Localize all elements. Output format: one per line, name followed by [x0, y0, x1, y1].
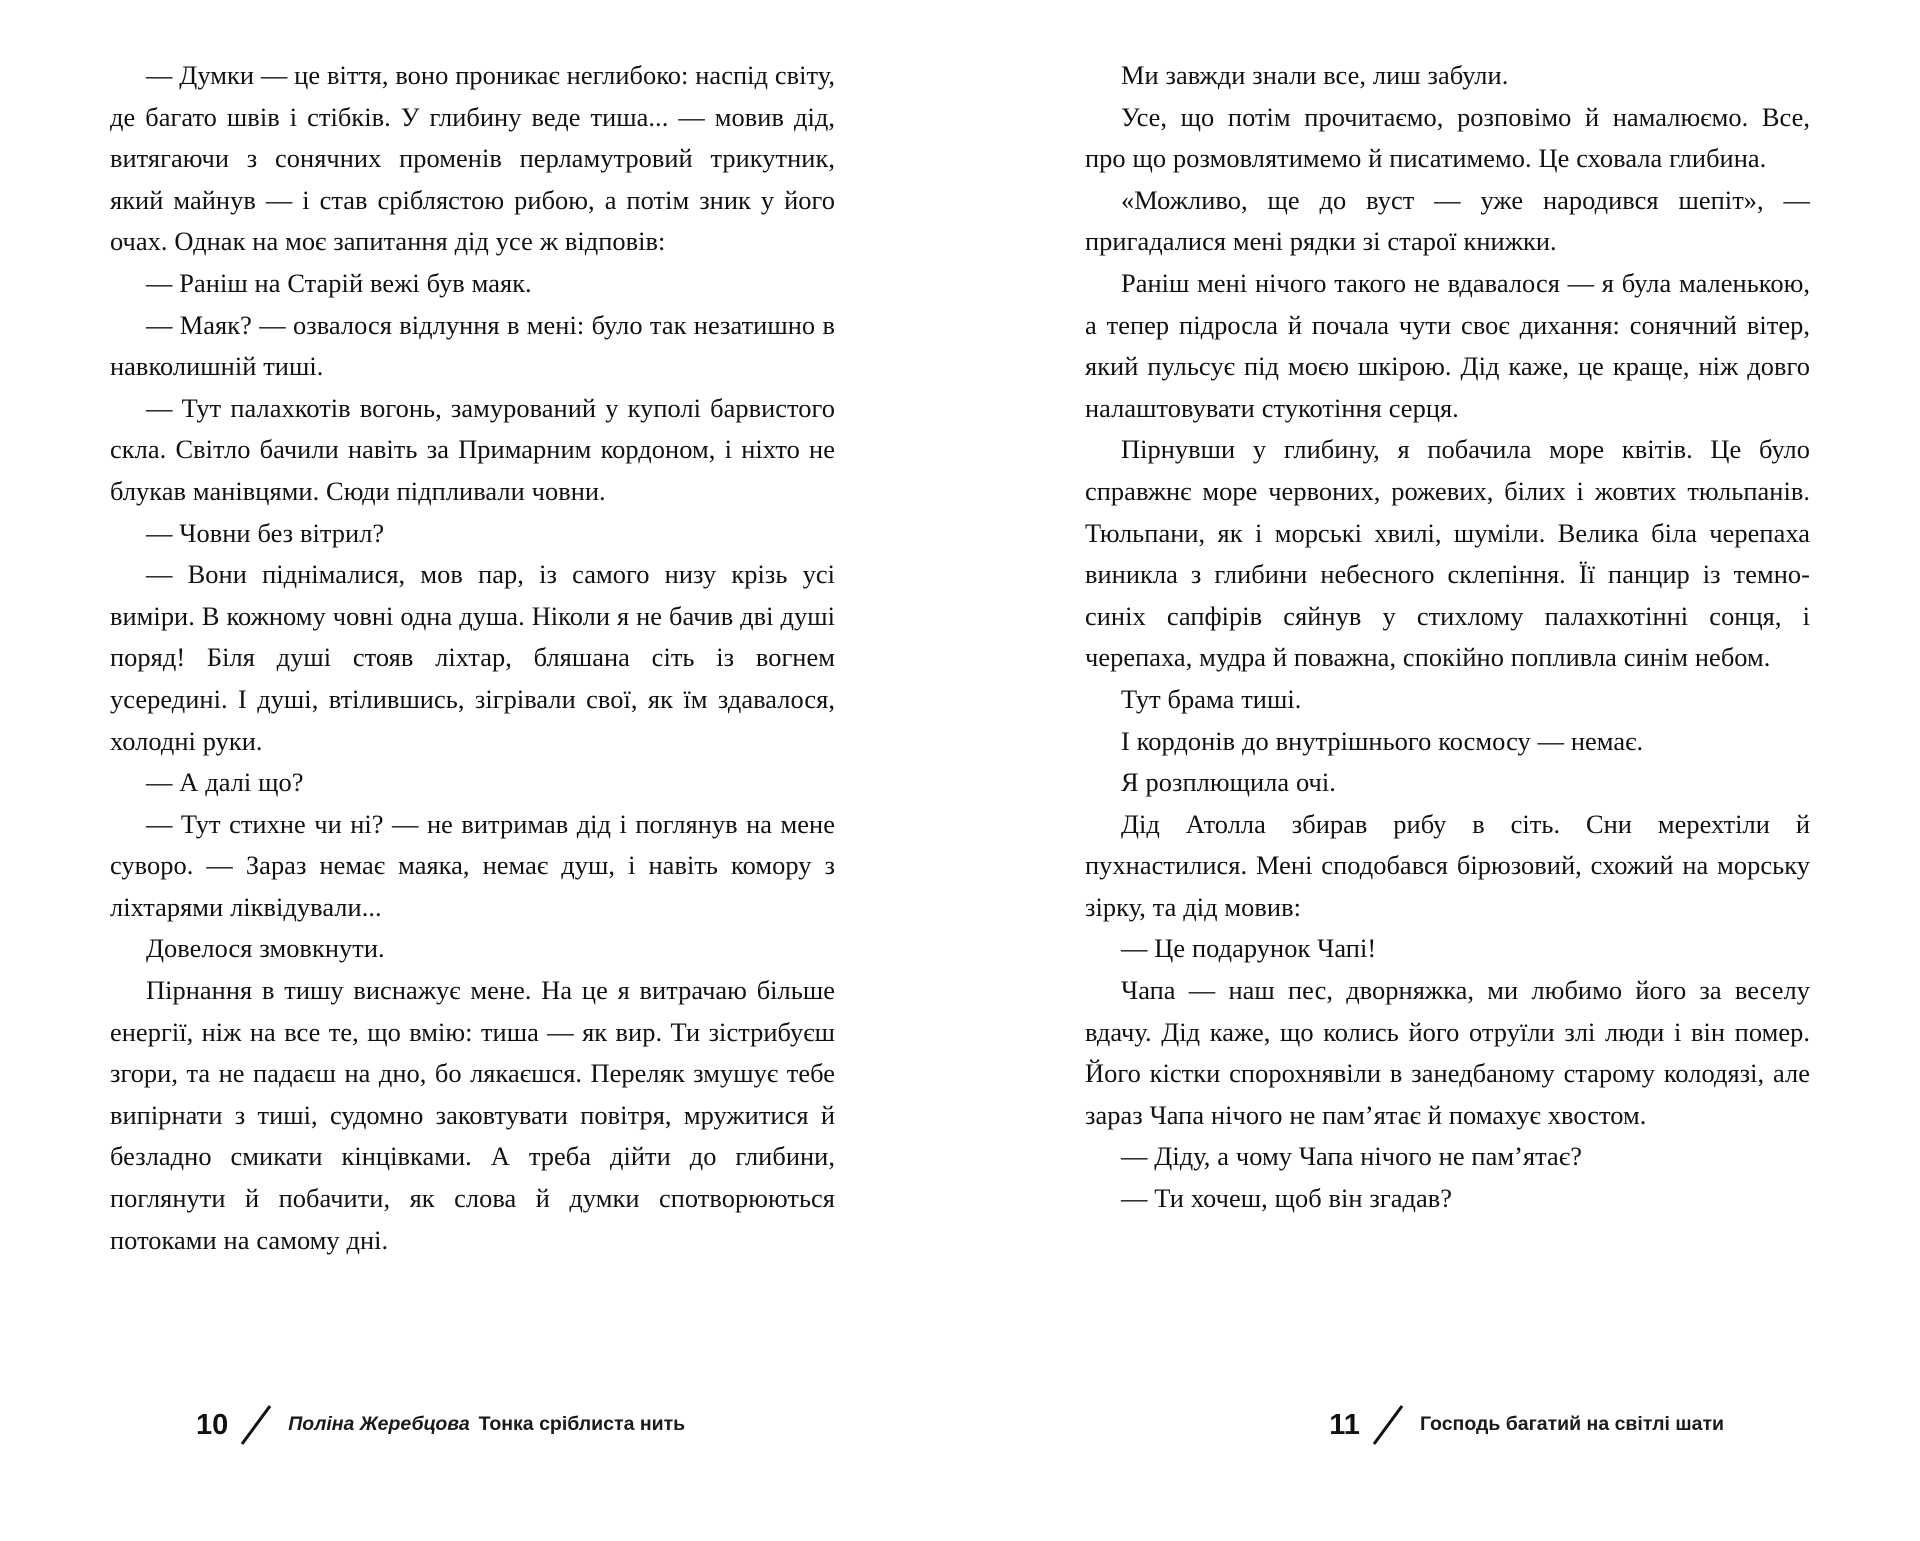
paragraph: — Думки — це віття, воно проникає неглибоко: наспід світу, де багато швів і стібків. У глибину веде тиша... — мовив дід, витягаючи з сонячних променів перламутровий трикутник, який майнув — і став сріблястою рибою, а потім зник у його очах. Однак на моє запитання дід усе ж відповів:	[110, 60, 835, 257]
folio-number: 11	[1329, 1408, 1360, 1441]
paragraph: — Маяк? — озвалося відлуння в мені: було так незатишно в навколишній тиші.	[110, 309, 835, 382]
paragraph: Тут брама тиші.	[1121, 683, 1302, 714]
paragraph: Пірнання в тишу виснажує мене. На це я витрачаю більше енергії, ніж на все те, що вмію: тиша — як вир. Ти зістрибуєш згори, та не падаєш на дно, бо лякаєшся. Переляк змушує тебе випірнати з тиші, судомно заковтувати повітря, мружитися й безладно смикати кінцівками. А треба дійти до глибини, поглянути й побачити, як слова й думки спотворюються потоками на самому дні.	[110, 975, 835, 1255]
running-head-title: Тонка сріблиста нить	[478, 1413, 686, 1436]
page-right-footer	[960, 1371, 1920, 1541]
right-page-body	[1085, 55, 1810, 1220]
paragraph: «Можливо, ще до вуст — уже народився шепіт», — пригадалися мені рядки зі старої книжки.	[1085, 184, 1810, 257]
paragraph: — Раніш на Старій вежі був маяк.	[146, 267, 532, 298]
paragraph: — Це подарунок Чапі!	[1121, 933, 1377, 964]
running-head-right	[1420, 1415, 1724, 1435]
paragraph: І кордонів до внутрішнього космосу — немає.	[1121, 725, 1644, 756]
paragraph: — Діду, а чому Чапа нічого не пам’ятає?	[1121, 1141, 1582, 1172]
paragraph: Ми завжди знали все, лиш забули.	[1121, 60, 1509, 90]
left-page-body	[110, 55, 835, 1261]
running-head-left	[288, 1415, 685, 1435]
paragraph: — Човни без вітрил?	[146, 517, 385, 548]
footer-content-right	[1329, 1402, 1724, 1448]
paragraph: — А далі що?	[146, 767, 304, 798]
running-head-author: Поліна Жеребцова	[288, 1413, 470, 1436]
footer-diagonal-rule-icon	[1366, 1402, 1410, 1448]
page-right	[960, 0, 1920, 1541]
paragraph: Раніш мені нічого такого не вдавалося — я була маленькою, а тепер підросла й почала чути своє дихання: сонячний вітер, який пульсує під моєю шкірою. Дід каже, це краще, ніж довго налаштовувати стукотіння серця.	[1085, 267, 1810, 423]
page-left-footer	[0, 1371, 960, 1541]
folio-number: 10	[196, 1408, 229, 1441]
running-head-title: Господь багатий на світлі шати	[1419, 1413, 1724, 1436]
paragraph: — Ти хочеш, щоб він згадав?	[1121, 1183, 1453, 1214]
footer-diagonal-rule-icon	[234, 1402, 278, 1448]
paragraph: Я розплющила очі.	[1121, 767, 1336, 798]
paragraph: Довелося змовкнути.	[146, 933, 385, 964]
paragraph: Пірнувши у глибину, я побачила море квітів. Це було справжнє море червоних, рожевих, білих і жовтих тюльпанів. Тюльпани, як і морські хвилі, шуміли. Велика біла черепаха виникла з глибини небесного склепіння. Її панцир із темно-синіх сапфірів сяйнув у стихлому палахкотінні сонця, і черепаха, мудра й поважна, спокійно попливла синім небом.	[1085, 434, 1810, 673]
footer-content-left	[196, 1402, 685, 1448]
paragraph: Усе, що потім прочитаємо, розповімо й намалюємо. Все, про що розмовлятимемо й писатимемо. Це сховала глибина.	[1085, 101, 1810, 174]
paragraph: Дід Атолла збирав рибу в сіть. Сни мерехтіли й пухнастилися. Мені сподобався бірюзовий, схожий на морську зірку, та дід мовив:	[1085, 808, 1810, 922]
paragraph: — Тут стихне чи ні? — не витримав дід і поглянув на мене суворо. — Зараз немає маяка, немає душ, і навіть комору з ліхтарями ліквідували...	[110, 808, 835, 922]
paragraph: — Тут палахкотів вогонь, замурований у куполі барвистого скла. Світло бачили навіть за Примарним кордоном, і ніхто не блукав манівцями. Сюди підпливали човни.	[110, 392, 835, 506]
paragraph: — Вони піднімалися, мов пар, із самого низу крізь усі виміри. В кожному човні одна душа. Ніколи я не бачив дві душі поряд! Біля душі стояв ліхтар, бляшана сіть із вогнем усередині. І душі, втілившись, зігрівали свої, як їм здавалося, холодні руки.	[110, 559, 835, 756]
paragraph: Чапа — наш пес, дворняжка, ми любимо його за веселу вдачу. Дід каже, що колись його отруїли злі люди і він помер. Його кістки спорохнявіли в занедбаному старому колодязі, але зараз Чапа нічого не пам’ятає й помахує хвостом.	[1085, 975, 1810, 1130]
